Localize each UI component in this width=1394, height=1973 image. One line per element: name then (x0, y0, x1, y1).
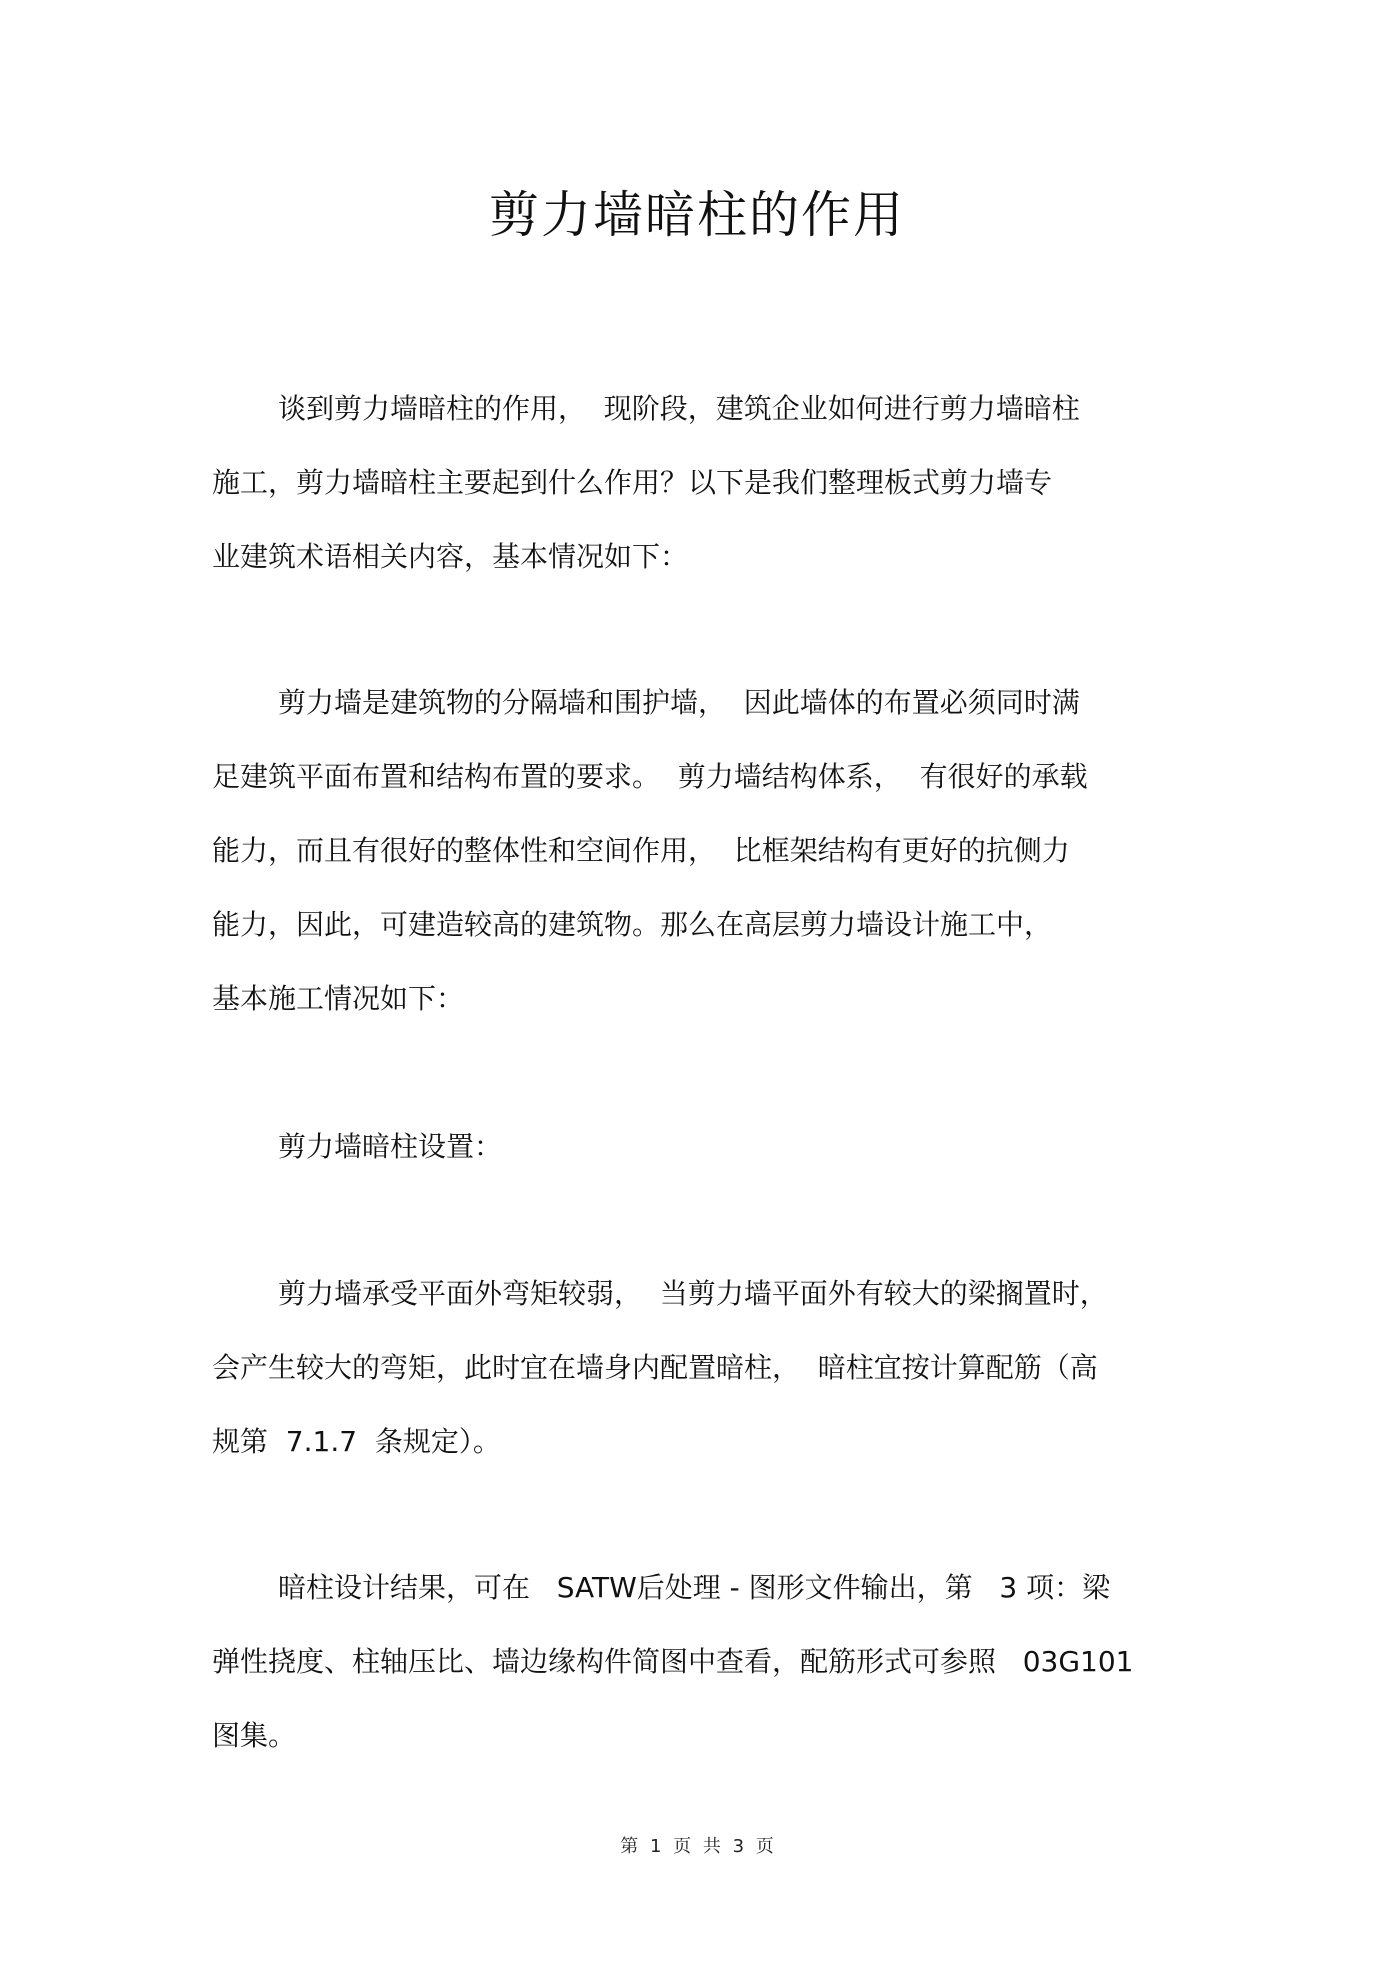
paragraph-line: 谈到剪力墙暗柱的作用， 现阶段，建筑企业如何进行剪力墙暗柱 (278, 392, 1080, 425)
paragraph-line: 会产生较大的弯矩，此时宜在墙身内配置暗柱， 暗柱宜按计算配筋（高 (212, 1351, 1098, 1384)
paragraph-line: 规第 7.1.7 条规定）。 (212, 1425, 501, 1458)
document-title: 剪力墙暗柱的作用 (489, 186, 905, 244)
section-heading-text: 剪力墙暗柱设置： (278, 1130, 503, 1163)
paragraph-line: 剪力墙是建筑物的分隔墙和围护墙， 因此墙体的布置必须同时满 (278, 686, 1080, 719)
paragraph-line: 施工，剪力墙暗柱主要起到什么作用？以下是我们整理板式剪力墙专 (212, 466, 1053, 499)
paragraph-moment (212, 1257, 1212, 1479)
paragraph-line: 基本施工情况如下： (212, 982, 465, 1015)
paragraph-design-result (212, 1551, 1212, 1773)
section-heading (212, 1110, 1212, 1184)
paragraph-line: 图集。 (212, 1719, 297, 1752)
paragraph-shear-wall (212, 666, 1212, 1036)
paragraph-line: 弹性挠度、柱轴压比、墙边缘构件简图中查看，配筋形式可参照 03G101 (212, 1645, 1134, 1678)
paragraph-line: 暗柱设计结果，可在 SATW后处理 - 图形文件输出，第 3 项：梁 (278, 1571, 1111, 1604)
paragraph-line: 剪力墙承受平面外弯矩较弱， 当剪力墙平面外有较大的梁搁置时， (278, 1277, 1108, 1310)
paragraph-line: 足建筑平面布置和结构布置的要求。 剪力墙结构体系， 有很好的承载 (212, 760, 1088, 793)
paragraph-line: 能力，因此，可建造较高的建筑物。那么在高层剪力墙设计施工中， (212, 908, 1053, 941)
paragraph-intro (212, 372, 1212, 594)
page-footer: 第 1 页 共 3 页 (620, 1836, 774, 1857)
paragraph-line: 能力，而且有很好的整体性和空间作用， 比框架结构有更好的抗侧力 (212, 834, 1070, 867)
paragraph-line: 业建筑术语相关内容，基本情况如下： (212, 540, 689, 573)
